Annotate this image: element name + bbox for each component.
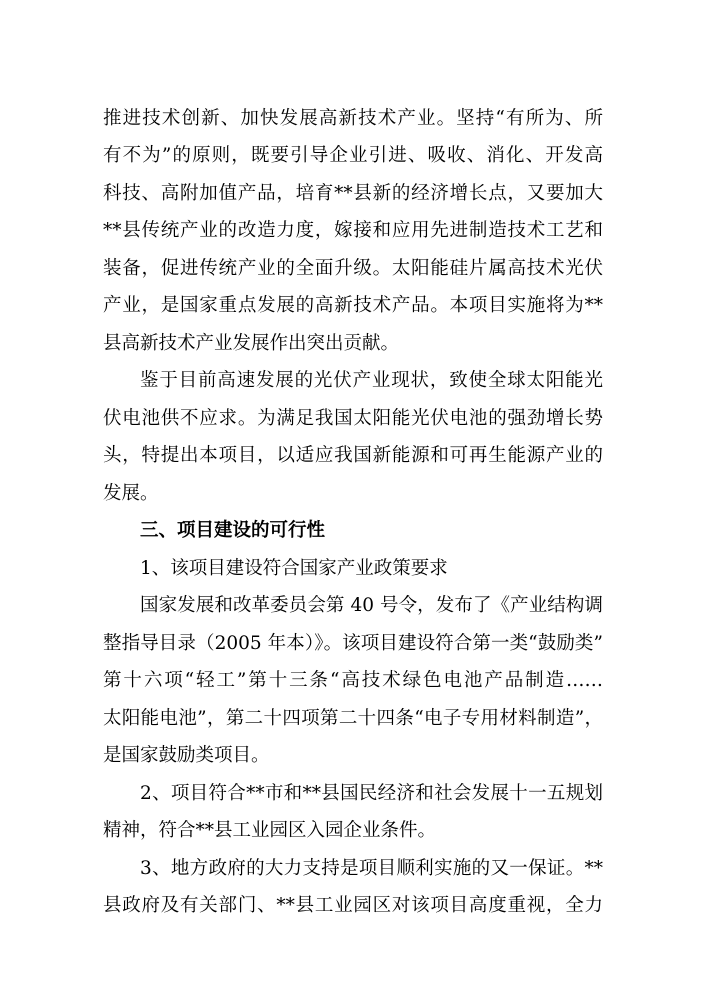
text-line: 装备，促进传统产业的全面升级。太阳能硅片属高技术光伏: [103, 258, 603, 279]
text-line: 2、项目符合**市和**县国民经济和社会发展十一五规划: [140, 783, 603, 804]
text-line: 鉴于目前高速发展的光伏产业现状，致使全球太阳能光: [140, 370, 603, 391]
text-line: 推进技术创新、加快发展高新技术产业。坚持“有所为、所: [103, 108, 603, 129]
text-line: 发展。: [103, 483, 159, 504]
text-line: 县政府及有关部门、**县工业园区对该项目高度重视，全力: [103, 895, 603, 916]
text-line: 科技、高附加值产品，培育**县新的经济增长点，又要加大: [103, 183, 603, 204]
text-line: 太阳能电池”，第二十四项第二十四条“电子专用材料制造”，: [103, 708, 603, 729]
subheading: 1、该项目建设符合国家产业政策要求: [140, 558, 448, 579]
text-line: 整指导目录（2005 年本）》。该项目建设符合第一类“鼓励类”: [103, 633, 603, 654]
text-line: 国家发展和改革委员会第 40 号令，发布了《产业结构调: [140, 595, 603, 616]
text-line: 头，特提出本项目，以适应我国新能源和可再生能源产业的: [103, 445, 603, 466]
section-heading: 三、项目建设的可行性: [140, 520, 326, 541]
text-line: 是国家鼓励类项目。: [103, 745, 270, 766]
text-line: 精神，符合**县工业园区入园企业条件。: [103, 820, 437, 841]
text-line: 县高新技术产业发展作出突出贡献。: [103, 333, 400, 354]
text-line: 第十六项“轻工”第十三条“高技术绿色电池产品制造……: [103, 670, 603, 691]
text-line: **县传统产业的改造力度，嫁接和应用先进制造技术工艺和: [103, 220, 603, 241]
text-line: 有不为”的原则，既要引导企业引进、吸收、消化、开发高: [103, 145, 603, 166]
text-line: 伏电池供不应求。为满足我国太阳能光伏电池的强劲增长势: [103, 408, 603, 429]
text-line: 产业，是国家重点发展的高新技术产品。本项目实施将为**: [103, 295, 603, 316]
text-line: 3、地方政府的大力支持是项目顺利实施的又一保证。**: [140, 858, 603, 879]
